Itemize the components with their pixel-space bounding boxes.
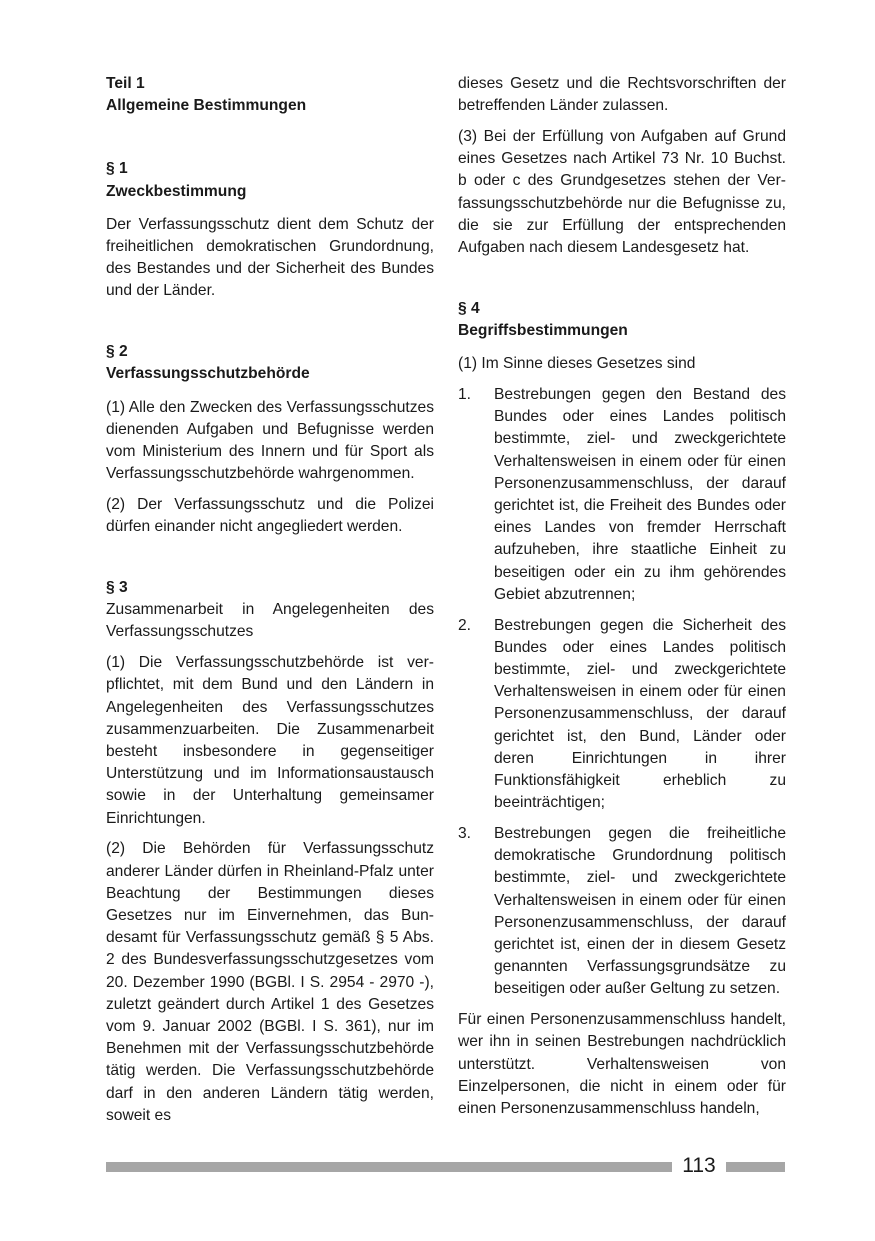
section-3-number: § 3 xyxy=(106,579,128,597)
list-item-number: 1. xyxy=(458,386,472,404)
section-3-heading xyxy=(106,577,434,644)
definition-list xyxy=(458,384,786,1001)
page-number: 113 xyxy=(682,1154,716,1177)
part-title: Allgemeine Bestimmungen xyxy=(106,97,307,115)
list-item xyxy=(458,823,786,1001)
footer-rule-right xyxy=(726,1162,785,1172)
list-item xyxy=(458,384,786,606)
section-4-title: Begriffsbestimmungen xyxy=(458,322,628,340)
section-1-paragraph-1: Der Verfassungsschutz dient dem Schutz der freiheitlichen demokratischen Grundordnung, des Bestandes und der Sicherheit des Bundes und der Länder. xyxy=(106,215,434,300)
section-2-title: Verfassungsschutzbehörde xyxy=(106,365,310,383)
part-heading xyxy=(106,73,434,117)
section-2-paragraph-2: (2) Der Verfassungsschutz und die Polizei dürfen einander nicht angegliedert werden. xyxy=(106,496,434,536)
footer-rule-left xyxy=(106,1162,672,1172)
list-item-number: 3. xyxy=(458,825,472,843)
section-2-paragraph-1: (1) Alle den Zwecken des Verfassungsschutzes dienenden Aufgaben und Befugnisse werden vom Ministerium des Innern und für Sport als Verfassungsschutzbehörde wahrgenommen. xyxy=(106,398,434,483)
left-column xyxy=(106,73,434,1136)
section-3-paragraph-3: (3) Bei der Erfüllung von Aufgaben auf Grund eines Gesetzes nach Artikel 73 Nr. 10 Buchst. b oder c des Grundgesetzes stehen der Verfassungsschutzbehörde nur die Befugnisse zu, die sie zur Erfüllung der entsprechenden Aufgaben nach diesem Landesgesetz hat. xyxy=(458,128,786,257)
section-4-heading xyxy=(458,298,786,342)
list-item-text: Bestrebungen gegen die Sicherheit des Bundes oder eines Landes politisch bestimmte, ziel- und zweckgerichtete Verhaltensweisen in einem oder für einen Personenzusammenschluss, der darauf gerichtet ist, den Bund, Länder oder deren Einrichtungen in ihrer Funktionsfähigkeit erheblich zu beeinträchtigen; xyxy=(494,616,786,812)
section-4-number: § 4 xyxy=(458,299,480,317)
section-3-title: Zusammenarbeit in Angelegenheiten des Verfassungsschutzes xyxy=(106,601,434,641)
section-4-intro: (1) Im Sinne dieses Gesetzes sind xyxy=(458,355,696,373)
section-2-heading xyxy=(106,341,434,385)
section-3-paragraph-1: (1) Die Verfassungsschutzbehörde ist verpflichtet, mit dem Bund und den Ländern in Angelegenheiten des Verfassungsschutzes zusammenzuarbeiten. Die Zusammenarbeit besteht insbesondere in gegenseitiger Unterstützung und im Informationsaustausch sowie in der Unterhaltung gemeinsamer Einrichtungen. xyxy=(106,654,434,827)
list-item-text: Bestrebungen gegen die freiheitliche demokratische Grundordnung politisch bestimmte, ziel- und zweckgerichtete Verhaltensweisen in einem oder für einen Personenzusammenschluss, der darauf gerichtet ist, einen der in diesem Gesetz genannten Verfassungsgrundsätze zu beseitigen oder außer Geltung zu setzen. xyxy=(494,825,786,998)
right-column xyxy=(458,73,786,1129)
section-1-heading xyxy=(106,158,434,202)
section-3-paragraph-2: (2) Die Behörden für Verfassungsschutz anderer Länder dürfen in Rheinland-Pfalz unter Beachtung der Bestimmungen dieses Gesetzes nur im Einvernehmen, das Bundesamt für Verfassungsschutz gemäß § 5 Abs. 2 des Bundesverfassungsschutzgesetzes vom 20. Dezember 1990 (BGBl. I S. 2954 - 2970 -), zuletzt geändert durch Artikel 1 des Gesetzes vom 9. Januar 2002 (BGBl. I S. 361), nur im Benehmen mit der Verfassungsschutzbehörde tätig werden. Die Verfassungsschutzbehörde darf in den anderen Ländern tätig werden, soweit es xyxy=(106,840,434,1124)
section-2-number: § 2 xyxy=(106,343,128,361)
list-item xyxy=(458,615,786,815)
section-1-title: Zweckbestimmung xyxy=(106,182,247,200)
section-3-paragraph-2-end: dieses Gesetz und die Rechtsvorschriften der betreffenden Länder zulassen. xyxy=(458,75,786,115)
list-item-number: 2. xyxy=(458,616,472,634)
part-number: Teil 1 xyxy=(106,75,145,92)
section-1-number: § 1 xyxy=(106,160,128,178)
section-4-closing-paragraph: Für einen Personenzusammenschluss handelt, wer ihn in seinen Bestrebungen nachdrücklich unterstützt. Verhaltensweisen von Einzelpersonen, die nicht in einem oder für einen Personenzusammenschluss handeln, xyxy=(458,1011,786,1118)
list-item-text: Bestrebungen gegen den Bestand des Bundes oder eines Landes politisch bestimmte, ziel- und zweckgerichtete Verhaltensweisen in einem oder für einen Personenzusammenschluss, der darauf gerichtet ist, die Freiheit des Bundes oder eines Landes von fremder Herrschaft aufzuheben, ihre staatliche Einheit zu beseitigen oder ein zu ihm gehörendes Gebiet abzutrennen; xyxy=(494,386,786,603)
